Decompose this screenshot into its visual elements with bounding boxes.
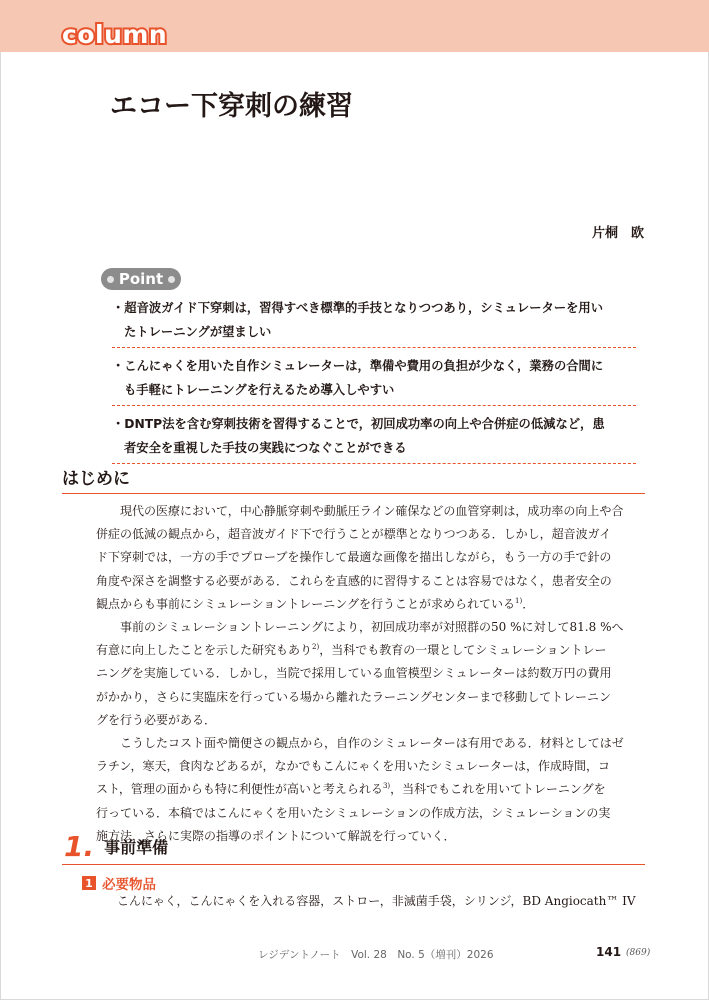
body-line: 行っている．本稿ではこんにゃくを用いたシミュレーションの作成方法，シミュレーションの実 bbox=[96, 805, 611, 820]
page-number-alt: (869) bbox=[626, 948, 651, 958]
point-item bbox=[112, 354, 636, 406]
intro-heading bbox=[62, 464, 645, 494]
article-title: エコー下穿刺の練習 bbox=[110, 91, 353, 122]
reference-marker: 1) bbox=[515, 596, 523, 605]
footer-journal: レジデントノート Vol. 28 No. 5（増刊）2026 bbox=[258, 949, 494, 961]
section-title: 事前準備 bbox=[104, 838, 169, 857]
reference-marker: 2) bbox=[312, 643, 320, 652]
body-text-run: ，当科でも教育の一環としてシミュレーショントレー bbox=[319, 643, 607, 658]
body-line: 角度や深さを調整する必要がある．これらを直感的に習得することは容易ではなく，患者安全の bbox=[96, 573, 612, 588]
intro-body bbox=[96, 500, 645, 848]
body-line: ラチン，寒天，食肉などあるが，なかでもこんにゃくを用いたシミュレーターは，作成時間，コ bbox=[96, 759, 610, 774]
subsection-title: 必要物品 bbox=[102, 877, 156, 893]
point-list bbox=[112, 296, 636, 470]
author-name: 片桐 欧 bbox=[592, 226, 645, 241]
body-line bbox=[96, 778, 645, 801]
body-line bbox=[96, 639, 645, 662]
point-line: 者安全を重視した手技の実践につなぐことができる bbox=[124, 441, 407, 455]
body-line: ニングを実施している．しかし，当院で採用している血管模型シミュレーターは約数万円の費用 bbox=[96, 666, 612, 681]
point-line: ・超音波ガイド下穿刺は，習得すべき標準的手技となりつつあり，シミュレーターを用い bbox=[112, 301, 604, 315]
subsection-number-badge: 1 bbox=[82, 876, 96, 890]
column-label: column bbox=[62, 20, 168, 49]
body-text-run: 観点からも事前にシミュレーショントレーニングを行うことが求められている bbox=[96, 596, 516, 611]
point-dot-left-icon bbox=[107, 276, 114, 283]
body-line: こうしたコスト面や簡便さの観点から，自作のシミュレーターは有用である．材料としてはゼ bbox=[120, 736, 624, 751]
point-item bbox=[112, 412, 636, 464]
point-badge bbox=[101, 268, 181, 290]
body-line bbox=[96, 593, 645, 616]
point-line: ・こんにゃくを用いた自作シミュレーターは，準備や費用の負担が少なく，業務の合間に bbox=[112, 359, 604, 373]
required-items-text: こんにゃく，こんにゃくを入れる容器，ストロー，非滅菌手袋，シリンジ，BD Angiocath™ IV bbox=[117, 894, 636, 908]
body-line: ド下穿刺では，一方の手でプローブを操作して最適な画像を描出しながら，もう一方の手で針の bbox=[96, 550, 612, 565]
point-dot-right-icon bbox=[168, 276, 175, 283]
intro-heading-text: はじめに bbox=[62, 469, 130, 489]
header-band bbox=[0, 0, 709, 52]
point-line: も手軽にトレーニングを行えるため導入しやすい bbox=[124, 383, 395, 397]
page-number: 141 bbox=[596, 945, 622, 959]
body-text-run: ，当科でもこれを用いてトレーニングを bbox=[390, 782, 606, 797]
subsection-heading bbox=[82, 873, 156, 893]
point-line: ・DNTP法を含む穿刺技術を習得することで，初回成功率の向上や合併症の低減など，患 bbox=[112, 417, 605, 431]
body-line: グを行う必要がある． bbox=[96, 712, 217, 727]
body-line: 現代の医療において，中心静脈穿刺や動脈圧ライン確保などの血管穿刺は，成功率の向上や合 bbox=[120, 504, 624, 518]
body-text-run: 有意に向上したことを示した研究もあり bbox=[96, 643, 313, 658]
section-1-heading bbox=[62, 829, 645, 865]
reference-marker: 3) bbox=[382, 782, 391, 791]
point-badge-label: Point bbox=[118, 270, 164, 288]
body-line: 施方法，さらに実際の指導のポイントについて解説を行っていく． bbox=[96, 828, 456, 843]
point-line: たトレーニングが望ましい bbox=[124, 325, 272, 339]
point-item bbox=[112, 296, 636, 348]
body-line: 事前のシミュレーショントレーニングにより，初回成功率が対照群の50 %に対して81.8 %へ bbox=[120, 620, 624, 635]
section-number: 1. bbox=[64, 830, 95, 863]
body-line: 併症の低減の観点から，超音波ガイド下で行うことが標準となりつつある．しかし，超音波ガイ bbox=[96, 527, 612, 542]
body-text-run: ． bbox=[522, 596, 535, 611]
body-text-run: スト，管理の面からも特に利便性が高いと考えられる bbox=[96, 782, 383, 797]
body-line: がかかり，さらに実臨床を行っている場から離れたラーニングセンターまで移動してトレーニン bbox=[96, 689, 612, 704]
